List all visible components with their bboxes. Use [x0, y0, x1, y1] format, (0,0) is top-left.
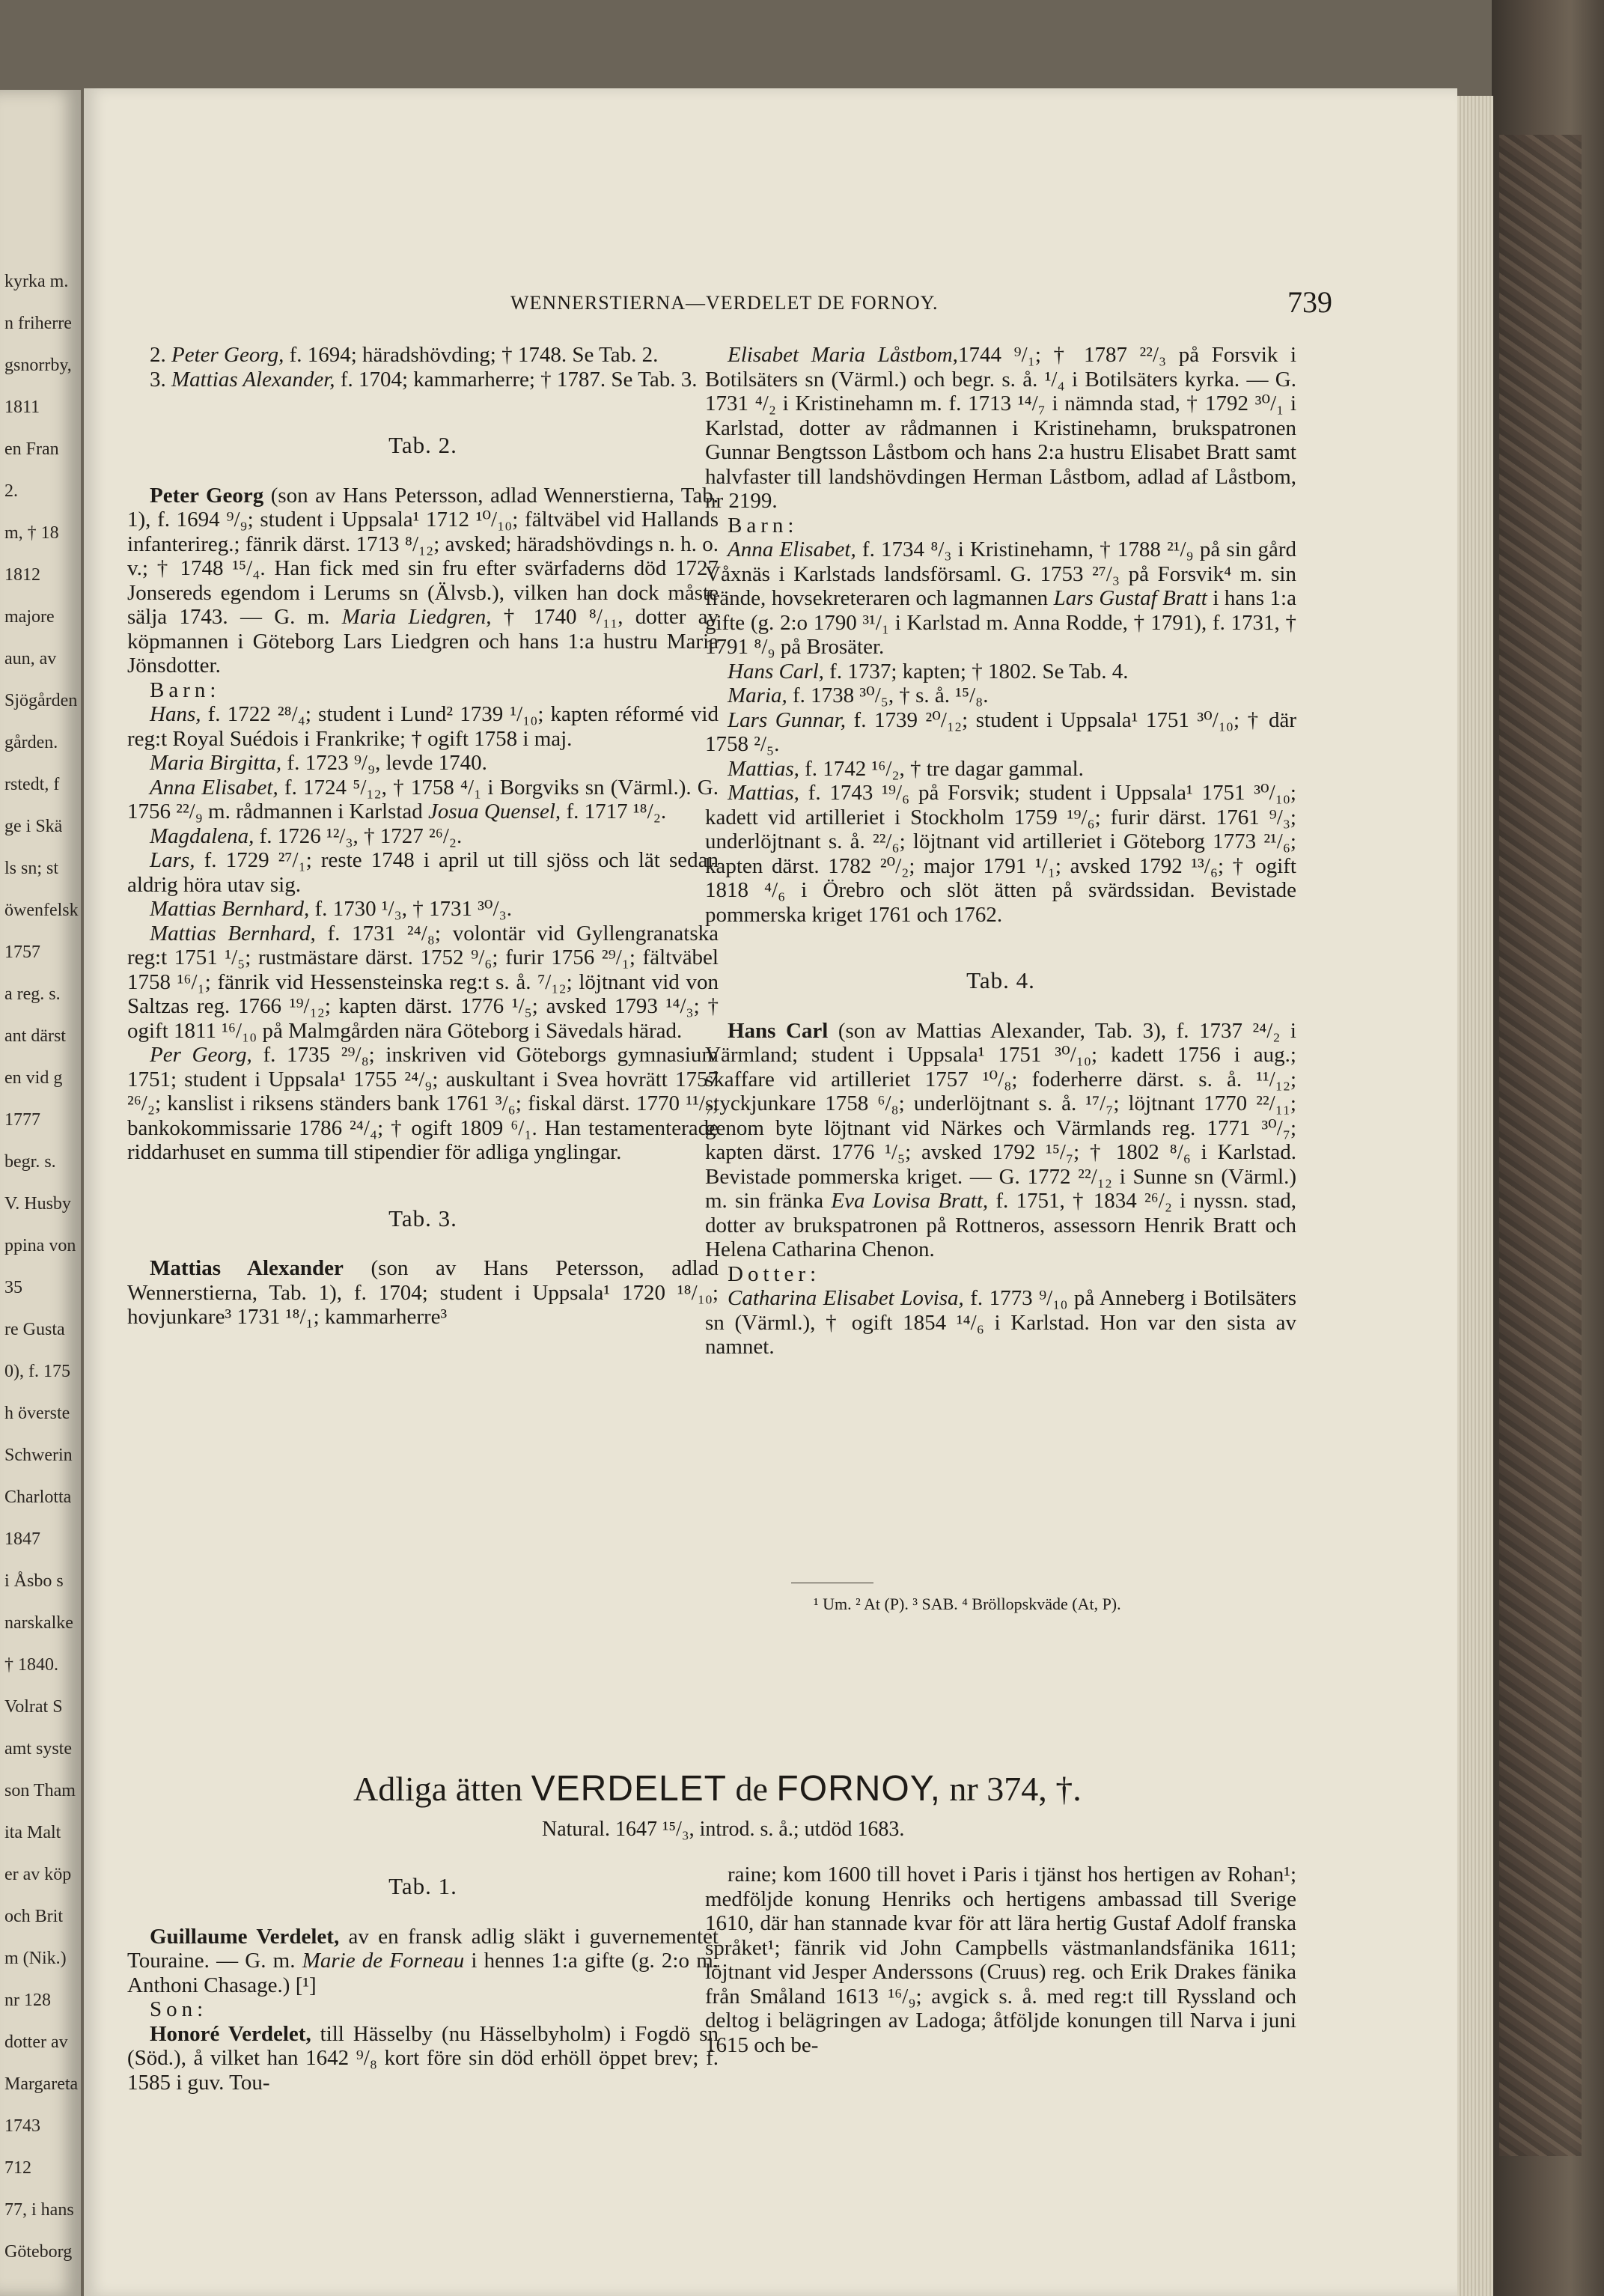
left-page-fragment: ant därst [4, 1026, 66, 1046]
left-page-fragment: aun, av [4, 649, 57, 669]
running-title: WENNERSTIERNA—VERDELET DE FORNOY. [510, 292, 939, 314]
section-line [127, 433, 719, 458]
person-name: Mattias Bernhard, [150, 921, 316, 945]
person-name: Elisabet Maria Låstbom, [728, 343, 958, 367]
person-name-bold: Guillaume Verdelet, [150, 1924, 340, 1949]
left-page-edge [0, 90, 81, 2296]
entry-paragraph [127, 1925, 719, 1998]
entry-text: f. 1722 ²⁸/₄; student i Lund² 1739 ¹/₁₀; kapten réformé vid reg:t Royal Suédois i Frankrike; † ogift 1758 i maj. [127, 702, 719, 751]
entry-text: f. 1734 ⁸/₃ i Kristinehamn, † 1788 ²¹/₉ på sin gård Våxnäs i Karlstads landsförsaml. G. 1753 ²⁷/₃ på Forsvik⁴ m. sin frände, hovsekreteraren och lagmannen [705, 538, 1296, 610]
column-left [127, 343, 719, 1330]
entry-text: † 1740 ⁸/₁₁, dotter av köpmannen i Göteborg Lars Liedgren och hans 1:a hustru Maria Jönsdotter. [127, 605, 719, 677]
children-label: Dotter: [728, 1261, 821, 1286]
left-page-fragment: ppina von [4, 1236, 76, 1255]
left-page-fragment: n friherre [4, 314, 72, 333]
left-page-fragment: 0), f. 175 [4, 1362, 70, 1381]
children-label: Barn: [728, 513, 799, 538]
person-name: Mattias Alexander, [171, 367, 335, 392]
person-name: Maria Birgitta, [150, 751, 282, 775]
entry-text: f. 1737; kapten; † 1802. Se Tab. 4. [823, 659, 1129, 683]
entry-paragraph [705, 683, 1296, 708]
entry-paragraph [705, 1019, 1296, 1262]
left-page-fragment: Sjögården [4, 691, 78, 710]
entry-text: i hennes 1:a gifte (g. 2:o m. Anthoni Chasage.) [¹] [127, 1949, 719, 1997]
section-line [705, 514, 1296, 538]
left-page-fragment: † 1840. [4, 1655, 58, 1675]
left-page-fragment: öwenfelsk [4, 901, 79, 920]
entry-number: 2. [150, 343, 171, 367]
person-name: Mattias, [728, 781, 799, 805]
left-page-fragment: dotter av [4, 2032, 68, 2052]
entry-paragraph [705, 538, 1296, 660]
left-page-fragment: majore [4, 607, 55, 627]
left-page-fragment: nr 128 [4, 1991, 51, 2010]
column-right [705, 343, 1296, 1359]
book-page [84, 88, 1457, 2296]
left-page-fragment: en vid g [4, 1068, 63, 1088]
entry-text: f. 1723 ⁹/₉, levde 1740. [281, 751, 487, 775]
person-name: Lars, [150, 848, 195, 872]
left-page-fragment: Margareta [4, 2074, 79, 2094]
left-page-fragment: 1812 [4, 565, 40, 585]
person-name-bold: Hans Carl [728, 1018, 829, 1043]
footnotes: ¹ Um. ² At (P). ³ SAB. ⁴ Bröllopskväde (At, P). [814, 1595, 1121, 1613]
entry-paragraph [705, 1286, 1296, 1359]
left-page-fragment: re Gusta [4, 1320, 65, 1339]
left-page-fragment: Charlotta [4, 1487, 72, 1507]
heading-name2: FORNOY, [776, 1769, 941, 1809]
entry-paragraph [705, 1863, 1296, 2057]
entry-number: 3. [150, 367, 171, 392]
entry-paragraph [127, 824, 719, 849]
spouse-name: Maria Liedgren, [341, 605, 492, 629]
left-page-fragment: m, † 18 [4, 523, 59, 543]
left-page-fragment: Schwerin [4, 1446, 73, 1465]
entry-paragraph [705, 343, 1296, 514]
left-page-fragment: gsnorrby, [4, 356, 72, 375]
left-page-fragment: en Fran [4, 439, 59, 459]
left-page-fragment: amt syste [4, 1739, 72, 1758]
person-name-bold: Honoré Verdelet, [150, 2021, 311, 2046]
book-cover [1492, 0, 1604, 2296]
spouse-name: Josua Quensel, [428, 800, 561, 823]
entry-text: f. 1730 ¹/₃, † 1731 ³⁰/₃. [309, 897, 512, 921]
entry-paragraph [127, 484, 719, 678]
entry-paragraph [127, 2022, 719, 2095]
left-page-fragment: m (Nik.) [4, 1949, 67, 1968]
entry-text: till Hässelby (nu Hässelbyholm) i Fogdö sn (Söd.), å vilket han 1642 ⁹/₈ kort före sin död erhöll öppet brev; f. 1585 i guv. Tou- [127, 2021, 719, 2095]
section-line [127, 1875, 719, 1899]
left-page-fragment: rstedt, f [4, 775, 60, 794]
person-name: Maria, [728, 683, 787, 707]
entry-paragraph [705, 757, 1296, 782]
entry-paragraph [127, 368, 719, 392]
left-page-fragment: 2. [4, 481, 18, 501]
left-page-fragment: 1743 [4, 2116, 40, 2136]
person-name: Per Georg, [150, 1043, 252, 1067]
entry-text: f. 1713 ¹⁴/₇ i nämnda stad, † 1792 ³⁰/₁ i Karlstad, dotter av rådmannen i Kristinehamn, brukspatronen Gunnar Bengtsson Låstbom och hans 2:a hustru Elisabet Bratt samt halvfaster till landshövdingen Herman Låstbom, adlad af Låstbom, nr 2199. [705, 392, 1296, 513]
entry-text: f. 1717 ¹⁸/₂. [561, 800, 667, 823]
entry-paragraph [127, 848, 719, 897]
entry-text: f. 1726 ¹²/₃, † 1727 ²⁶/₂. [254, 823, 463, 848]
section-line [705, 1262, 1296, 1287]
person-name: Anna Elisabet, [150, 775, 278, 800]
left-page-fragment: h överste [4, 1404, 70, 1423]
entry-text: f. 1729 ²⁷/₁; reste 1748 i april ut till sjöss och lät sedan aldrig höra utav sig. [127, 848, 719, 897]
entry-text: 1744 ⁹/₁; † 1787 ²²/₃ på Forsvik i Botilsäters sn (Värml.) och begr. s. å. ¹/₄ i Botilsäters kyrka. — G. 1731 ⁴/₂ i Kristinehamn m. [705, 343, 1296, 415]
column-left-lower [127, 1833, 719, 2095]
entry-text: raine; kom 1600 till hovet i Paris i tjänst hos hertigen av Rohan¹; medföljde konung Henriks och hertigens ambassad till Sverige 1610, där han stannade kvar för att lära hertig Gustaf Adolf franska språket¹; fänrik vid John Campbells västmanlandsfänika 1611; löjtnant vid Jesper Anderssons (Cruus) reg. och Erik Drakes fänika från Småland 1613 ¹⁶/₉; avgick s. å. med reg:t till Ryssland och deltog i belägringen av Ladoga; åtföljde konungen till Narva i juni 1615 och be- [705, 1863, 1296, 2057]
page-stack-edge [1457, 96, 1493, 2296]
table-heading: Tab. 2. [388, 432, 457, 458]
entry-paragraph [127, 1043, 719, 1165]
entry-text: f. 1751, † 1834 ²⁶/₂ i nyssn. stad, dotter av brukspatronen på Rottneros, assessorn Henrik Bratt och Helena Catharina Chenon. [705, 1189, 1296, 1261]
entry-text: f. 1773 ⁹/₁₀ på Anneberg i Botilsäters sn (Värml.), † ogift 1854 ¹⁴/₆ i Karlstad. Hon var den sista av namnet. [705, 1286, 1296, 1359]
entry-text: f. 1694; häradshövding; † 1748. Se Tab. 2. [284, 343, 659, 367]
entry-text: (son av Mattias Alexander, Tab. 3), f. 1737 ²⁴/₂ i Värmland; student i Uppsala¹ 1751 ³⁰/₁₀; kadett 1756 i aug.; skaffare vid artilleriet 1757 ¹⁰/₈; foderherre därst. s. å. ¹¹/₁₂; styckjunkare 1758 ⁶/₈; underlöjtnant s. å. ¹⁷/₇; löjtnant 1770 ²²/₁₁; genom byte löjtnant vid Närkes och Värmlands reg. 1771 ³⁰/₇; kapten därst. 1776 ¹/₅; avsked 1792 ¹⁵/₇; † 1802 ⁸/₆ i Karlstad. Bevistade pommerska kriget. — G. 1772 ²²/₁₂ i Sunne sn (Värml.) m. sin fränka [705, 1018, 1296, 1213]
person-name: Mattias Bernhard, [150, 897, 310, 921]
entry-text: (son av Hans Petersson, adlad Wennerstierna, Tab. 1), f. 1704; student i Uppsala¹ 1720 ¹⁸/₁₀; hovjunkare³ 1731 ¹⁸/₁; kammarherre³ [127, 1256, 719, 1329]
family-heading [353, 1768, 1082, 1809]
page-number: 739 [1287, 285, 1332, 319]
left-page-fragment: 77, i hans [4, 2200, 74, 2220]
left-page-fragment: 1757 [4, 943, 40, 962]
section-line [127, 1997, 719, 2022]
person-name: Hans Carl, [728, 659, 824, 683]
entry-text: f. 1742 ¹⁶/₂, † tre dagar gammal. [799, 756, 1084, 781]
entry-text: f. 1735 ²⁹/₈; inskriven vid Göteborgs gymnasium 1751; student i Uppsala¹ 1755 ²⁴/₉; auskultant i Svea hovrätt 1757 ²⁶/₂; kanslist i riksens ständers bank 1761 ³/₆; fiskal därst. 1770 ¹¹/₇; bankokommissarie 1786 ²⁴/₄; † ogift 1809 ⁶/₁. Han testamenterade riddarhuset en summa till stipendier för adliga ynglingar. [127, 1043, 719, 1164]
left-page-fragment: Volrat S [4, 1697, 63, 1717]
person-name: Magdalena, [150, 823, 254, 848]
left-page-fragment: 1777 [4, 1110, 40, 1130]
entry-text: f. 1704; kammarherre; † 1787. Se Tab. 3. [335, 367, 698, 392]
table-heading: Tab. 4. [966, 967, 1035, 993]
person-name-bold: Peter Georg [150, 483, 264, 508]
children-label: Son: [150, 1997, 208, 2021]
entry-paragraph [127, 776, 719, 824]
section-line [127, 1207, 719, 1231]
left-page-fragment: kyrka m. [4, 272, 69, 291]
person-name: Anna Elisabet, [728, 538, 856, 561]
entry-text: i hans 1:a gifte (g. 2:o 1790 ³¹/₁ i Karlstad m. Anna Rodde, † 1791), f. 1731, † 1791 ⁸/₉ på Brosäter. [705, 586, 1296, 659]
table-heading: Tab. 1. [388, 1873, 457, 1899]
person-name-bold: Mattias Alexander [150, 1256, 344, 1280]
left-page-fragment: begr. s. [4, 1152, 56, 1172]
spouse-name: Eva Lovisa Bratt, [831, 1189, 989, 1213]
entry-paragraph [127, 922, 719, 1044]
entry-text: f. 1731 ²⁴/₈; volontär vid Gyllengranatska reg:t 1751 ¹/₅; rustmästare därst. 1752 ⁹/₆; furir 1756 ²⁹/₁; fältväbel 1758 ¹⁶/₁; fänrik vid Hessensteinska reg:t s. å. ⁷/₁₂; löjtnant vid von Saltzas reg. 1766 ¹⁹/₁₂; kapten därst. 1776 ¹/₅; avsked 1793 ¹⁴/₃; † ogift 1811 ¹⁶/₁₀ på Malmgården nära Göteborg i Sävedals härad. [127, 921, 719, 1043]
entry-text: f. 1738 ³⁰/₅, † s. å. ¹⁵/₈. [787, 683, 989, 707]
entry-text: f. 1724 ⁵/₁₂, † 1758 ⁴/₁ i Borgviks sn (Värml.). G. 1756 ²²/₉ m. rådmannen i Karlstad [127, 775, 719, 823]
entry-text: f. 1739 ²⁰/₁₂; student i Uppsala¹ 1751 ³⁰/₁₀; † där 1758 ²/₅. [705, 707, 1296, 756]
entry-paragraph [705, 708, 1296, 757]
entry-paragraph [127, 751, 719, 776]
entry-paragraph [705, 781, 1296, 927]
person-name: Hans, [150, 702, 201, 726]
left-page-fragment: gården. [4, 733, 58, 752]
entry-paragraph [127, 1256, 719, 1330]
entry-text: f. 1743 ¹⁹/₆ på Forsvik; student i Uppsala¹ 1751 ³⁰/₁₀; kadett vid artilleriet i Stockholm 1759 ¹⁹/₆; furir därst. 1761 ⁹/₃; underlöjtnant s. å. ²²/₆; löjtnant vid artilleriet i Göteborg 1773 ²¹/₆; kapten därst. 1782 ²⁰/₂; major 1791 ¹/₁; avsked 1792 ¹³/₆; † ogift 1818 ⁴/₆ i Örebro och slöt ätten på svärdssidan. Bevistade pommerska kriget 1761 och 1762. [705, 781, 1296, 927]
heading-suffix: nr 374, †. [940, 1770, 1082, 1808]
left-page-fragment: V. Husby [4, 1194, 71, 1214]
left-page-fragment: 712 [4, 2158, 31, 2178]
left-page-fragment: 1811 [4, 398, 40, 417]
entry-paragraph [127, 702, 719, 751]
column-right-lower [705, 1863, 1296, 2057]
left-page-fragment: Göteborg [4, 2242, 73, 2262]
left-page-fragment: 35 [4, 1278, 22, 1297]
left-page-fragment: son Tham [4, 1781, 76, 1800]
left-page-fragment: ita Malt [4, 1823, 61, 1842]
left-page-fragment: ls sn; st [4, 859, 59, 878]
section-line [705, 969, 1296, 993]
person-name: Lars Gunnar, [728, 707, 847, 732]
entry-paragraph [705, 660, 1296, 684]
person-name: Catharina Elisabet Lovisa, [728, 1286, 964, 1310]
left-page-fragment: 1847 [4, 1529, 40, 1549]
left-page-fragment: ge i Skä [4, 817, 63, 836]
table-heading: Tab. 3. [388, 1205, 457, 1231]
spouse-name: Marie de Forneau [302, 1949, 465, 1973]
person-name: Peter Georg, [171, 343, 284, 367]
entry-text: (son av Hans Petersson, adlad Wennerstierna, Tab. 1), f. 1694 ⁹/₉; student i Uppsala¹ 1712 ¹⁰/₁₀; fältväbel vid Hallands infanterireg.; fänrik därst. 1713 ⁸/₁₂; avsked; häradshövdings n. h. o. v.; † 1748 ¹⁵/₄. Han fick med sin fru efter svärfaderns död 1727 Jonsereds egendom i Lerums sn (Älvsb.), vilken han dock måste sälja 1743. — G. m. [127, 483, 719, 629]
person-name: Mattias, [728, 756, 799, 781]
left-page-fragment: narskalke [4, 1613, 73, 1633]
spouse-name: Lars Gustaf Bratt [1053, 586, 1207, 610]
entry-paragraph [127, 897, 719, 922]
section-line [127, 678, 719, 703]
heading-prefix: Adliga ätten [353, 1770, 531, 1808]
entry-paragraph [127, 343, 719, 368]
family-subheading: Natural. 1647 ¹⁵/₃, introd. s. å.; utdöd 1683. [542, 1818, 905, 1841]
children-label: Barn: [150, 677, 221, 702]
heading-middle: de [727, 1770, 777, 1808]
entry-text: av en fransk adlig släkt i guvernementet Touraine. — G. m. [127, 1924, 719, 1973]
heading-name: VERDELET [531, 1769, 727, 1809]
left-page-fragment: er av köp [4, 1865, 72, 1884]
left-page-fragment: i Åsbo s [4, 1571, 64, 1591]
left-page-fragment: och Brit [4, 1907, 63, 1926]
left-page-fragment: a reg. s. [4, 984, 61, 1004]
